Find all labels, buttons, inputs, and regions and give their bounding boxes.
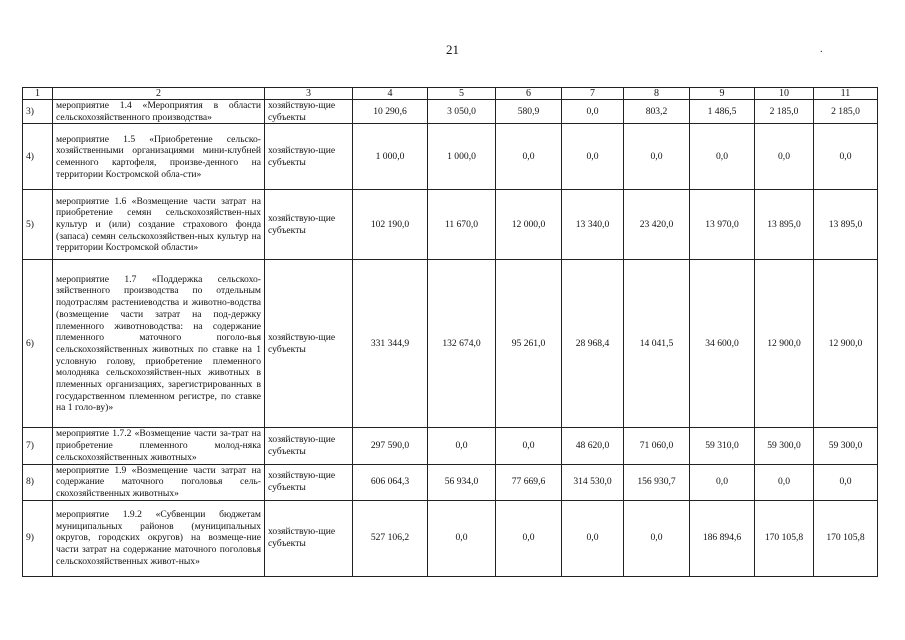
funding-value: 10 290,6 <box>353 100 428 124</box>
funding-value: 13 970,0 <box>690 190 755 260</box>
funding-value: 170 105,8 <box>755 500 814 576</box>
executor: хозяйствую-щие субъекты <box>265 100 353 124</box>
funding-value: 13 895,0 <box>755 190 814 260</box>
funding-value: 13 340,0 <box>562 190 624 260</box>
funding-value: 3 050,0 <box>428 100 496 124</box>
funding-value: 77 669,6 <box>496 464 562 500</box>
row-number: 7) <box>23 428 53 464</box>
funding-value: 95 261,0 <box>496 260 562 428</box>
table-row <box>23 124 878 190</box>
activity-name: мероприятие 1.9 «Возмещение части затрат на содержание маточного поголовья сель-скохозяйственных животных» <box>53 464 265 500</box>
funding-value: 0,0 <box>496 428 562 464</box>
funding-value: 0,0 <box>428 500 496 576</box>
funding-value: 2 185,0 <box>814 100 878 124</box>
funding-value: 59 310,0 <box>690 428 755 464</box>
page-number: 21 <box>446 42 459 57</box>
funding-value: 606 064,3 <box>353 464 428 500</box>
funding-value: 34 600,0 <box>690 260 755 428</box>
funding-value: 1 486,5 <box>690 100 755 124</box>
funding-value: 803,2 <box>624 100 690 124</box>
funding-value: 11 670,0 <box>428 190 496 260</box>
funding-value: 186 894,6 <box>690 500 755 576</box>
column-number-row <box>23 88 878 100</box>
funding-value: 314 530,0 <box>562 464 624 500</box>
funding-value: 102 190,0 <box>353 190 428 260</box>
funding-value: 14 041,5 <box>624 260 690 428</box>
row-number: 5) <box>23 190 53 260</box>
activity-name: мероприятие 1.5 «Приобретение сельско-хозяйственными организациями мини-клубней семенного картофеля, произве-денного на территории Костромской обла-сти» <box>53 124 265 190</box>
column-number: 10 <box>755 88 814 100</box>
funding-value: 59 300,0 <box>814 428 878 464</box>
column-number: 6 <box>496 88 562 100</box>
table-row <box>23 100 878 124</box>
column-number: 7 <box>562 88 624 100</box>
funding-value: 331 344,9 <box>353 260 428 428</box>
funding-value: 0,0 <box>814 124 878 190</box>
table-row <box>23 464 878 500</box>
funding-value: 0,0 <box>496 500 562 576</box>
table-row <box>23 190 878 260</box>
activity-name: мероприятие 1.7.2 «Возмещение части за-трат на приобретение племенного молод-няка сельскохозяйственных животных» <box>53 428 265 464</box>
funding-value: 1 000,0 <box>353 124 428 190</box>
executor: хозяйствую-щие субъекты <box>265 428 353 464</box>
funding-value: 0,0 <box>624 500 690 576</box>
funding-value: 0,0 <box>690 124 755 190</box>
funding-value: 297 590,0 <box>353 428 428 464</box>
executor: хозяйствую-щие субъекты <box>265 260 353 428</box>
row-number: 8) <box>23 464 53 500</box>
funding-value: 2 185,0 <box>755 100 814 124</box>
table-row <box>23 428 878 464</box>
funding-value: 56 934,0 <box>428 464 496 500</box>
column-number: 11 <box>814 88 878 100</box>
funding-value: 580,9 <box>496 100 562 124</box>
row-number: 9) <box>23 500 53 576</box>
executor: хозяйствую-щие субъекты <box>265 464 353 500</box>
funding-value: 0,0 <box>755 464 814 500</box>
funding-value: 0,0 <box>755 124 814 190</box>
executor: хозяйствую-щие субъекты <box>265 500 353 576</box>
column-number: 1 <box>23 88 53 100</box>
funding-value: 527 106,2 <box>353 500 428 576</box>
column-number: 2 <box>53 88 265 100</box>
funding-value: 0,0 <box>690 464 755 500</box>
column-number: 9 <box>690 88 755 100</box>
funding-value: 156 930,7 <box>624 464 690 500</box>
funding-value: 48 620,0 <box>562 428 624 464</box>
funding-value: 59 300,0 <box>755 428 814 464</box>
column-number: 8 <box>624 88 690 100</box>
column-number: 3 <box>265 88 353 100</box>
row-number: 3) <box>23 100 53 124</box>
funding-value: 0,0 <box>562 100 624 124</box>
funding-value: 71 060,0 <box>624 428 690 464</box>
row-number: 6) <box>23 260 53 428</box>
activity-name: мероприятие 1.4 «Мероприятия в области сельскохозяйственного производства» <box>53 100 265 124</box>
column-number: 4 <box>353 88 428 100</box>
funding-value: 0,0 <box>562 500 624 576</box>
funding-value: 13 895,0 <box>814 190 878 260</box>
funding-value: 170 105,8 <box>814 500 878 576</box>
column-number: 5 <box>428 88 496 100</box>
row-number: 4) <box>23 124 53 190</box>
funding-value: 0,0 <box>624 124 690 190</box>
activity-name: мероприятие 1.6 «Возмещение части затрат на приобретение семян сельскохозяйствен-ных культур и (или) создание страхового фонда (запаса) семян сельскохозяйствен-ных культур на территории Костромской области» <box>53 190 265 260</box>
table-row <box>23 260 878 428</box>
funding-value: 23 420,0 <box>624 190 690 260</box>
funding-value: 0,0 <box>496 124 562 190</box>
activity-name: мероприятие 1.9.2 «Субвенции бюджетам муниципальных районов (муниципальных округов, городских округов) на возмеще-ние части затрат на содержание маточного поголовья сельскохозяйственных живот-ных» <box>53 500 265 576</box>
funding-value: 12 900,0 <box>814 260 878 428</box>
funding-value: 0,0 <box>562 124 624 190</box>
table-row <box>23 500 878 576</box>
program-table <box>22 87 878 577</box>
funding-value: 132 674,0 <box>428 260 496 428</box>
funding-value: 12 000,0 <box>496 190 562 260</box>
page-mark: . <box>820 44 823 55</box>
executor: хозяйствую-щие субъекты <box>265 190 353 260</box>
funding-value: 1 000,0 <box>428 124 496 190</box>
activity-name: мероприятие 1.7 «Поддержка сельскохо-зяйственного производства по отдельным подотраслям растениеводства и животно-водства (возмещение части затрат на под-держку племенного животноводства: на содержание племенного маточного поголо-вья сельскохозяйственных животных по ставке на 1 условную голову, приобретение племенного молодняка сельскохозяйствен-ных животных в племенных организациях, зарегистрированных в государственном племенном регистре, по ставке на 1 голо-ву)» <box>53 260 265 428</box>
funding-value: 0,0 <box>428 428 496 464</box>
funding-value: 28 968,4 <box>562 260 624 428</box>
funding-value: 0,0 <box>814 464 878 500</box>
executor: хозяйствую-щие субъекты <box>265 124 353 190</box>
funding-value: 12 900,0 <box>755 260 814 428</box>
